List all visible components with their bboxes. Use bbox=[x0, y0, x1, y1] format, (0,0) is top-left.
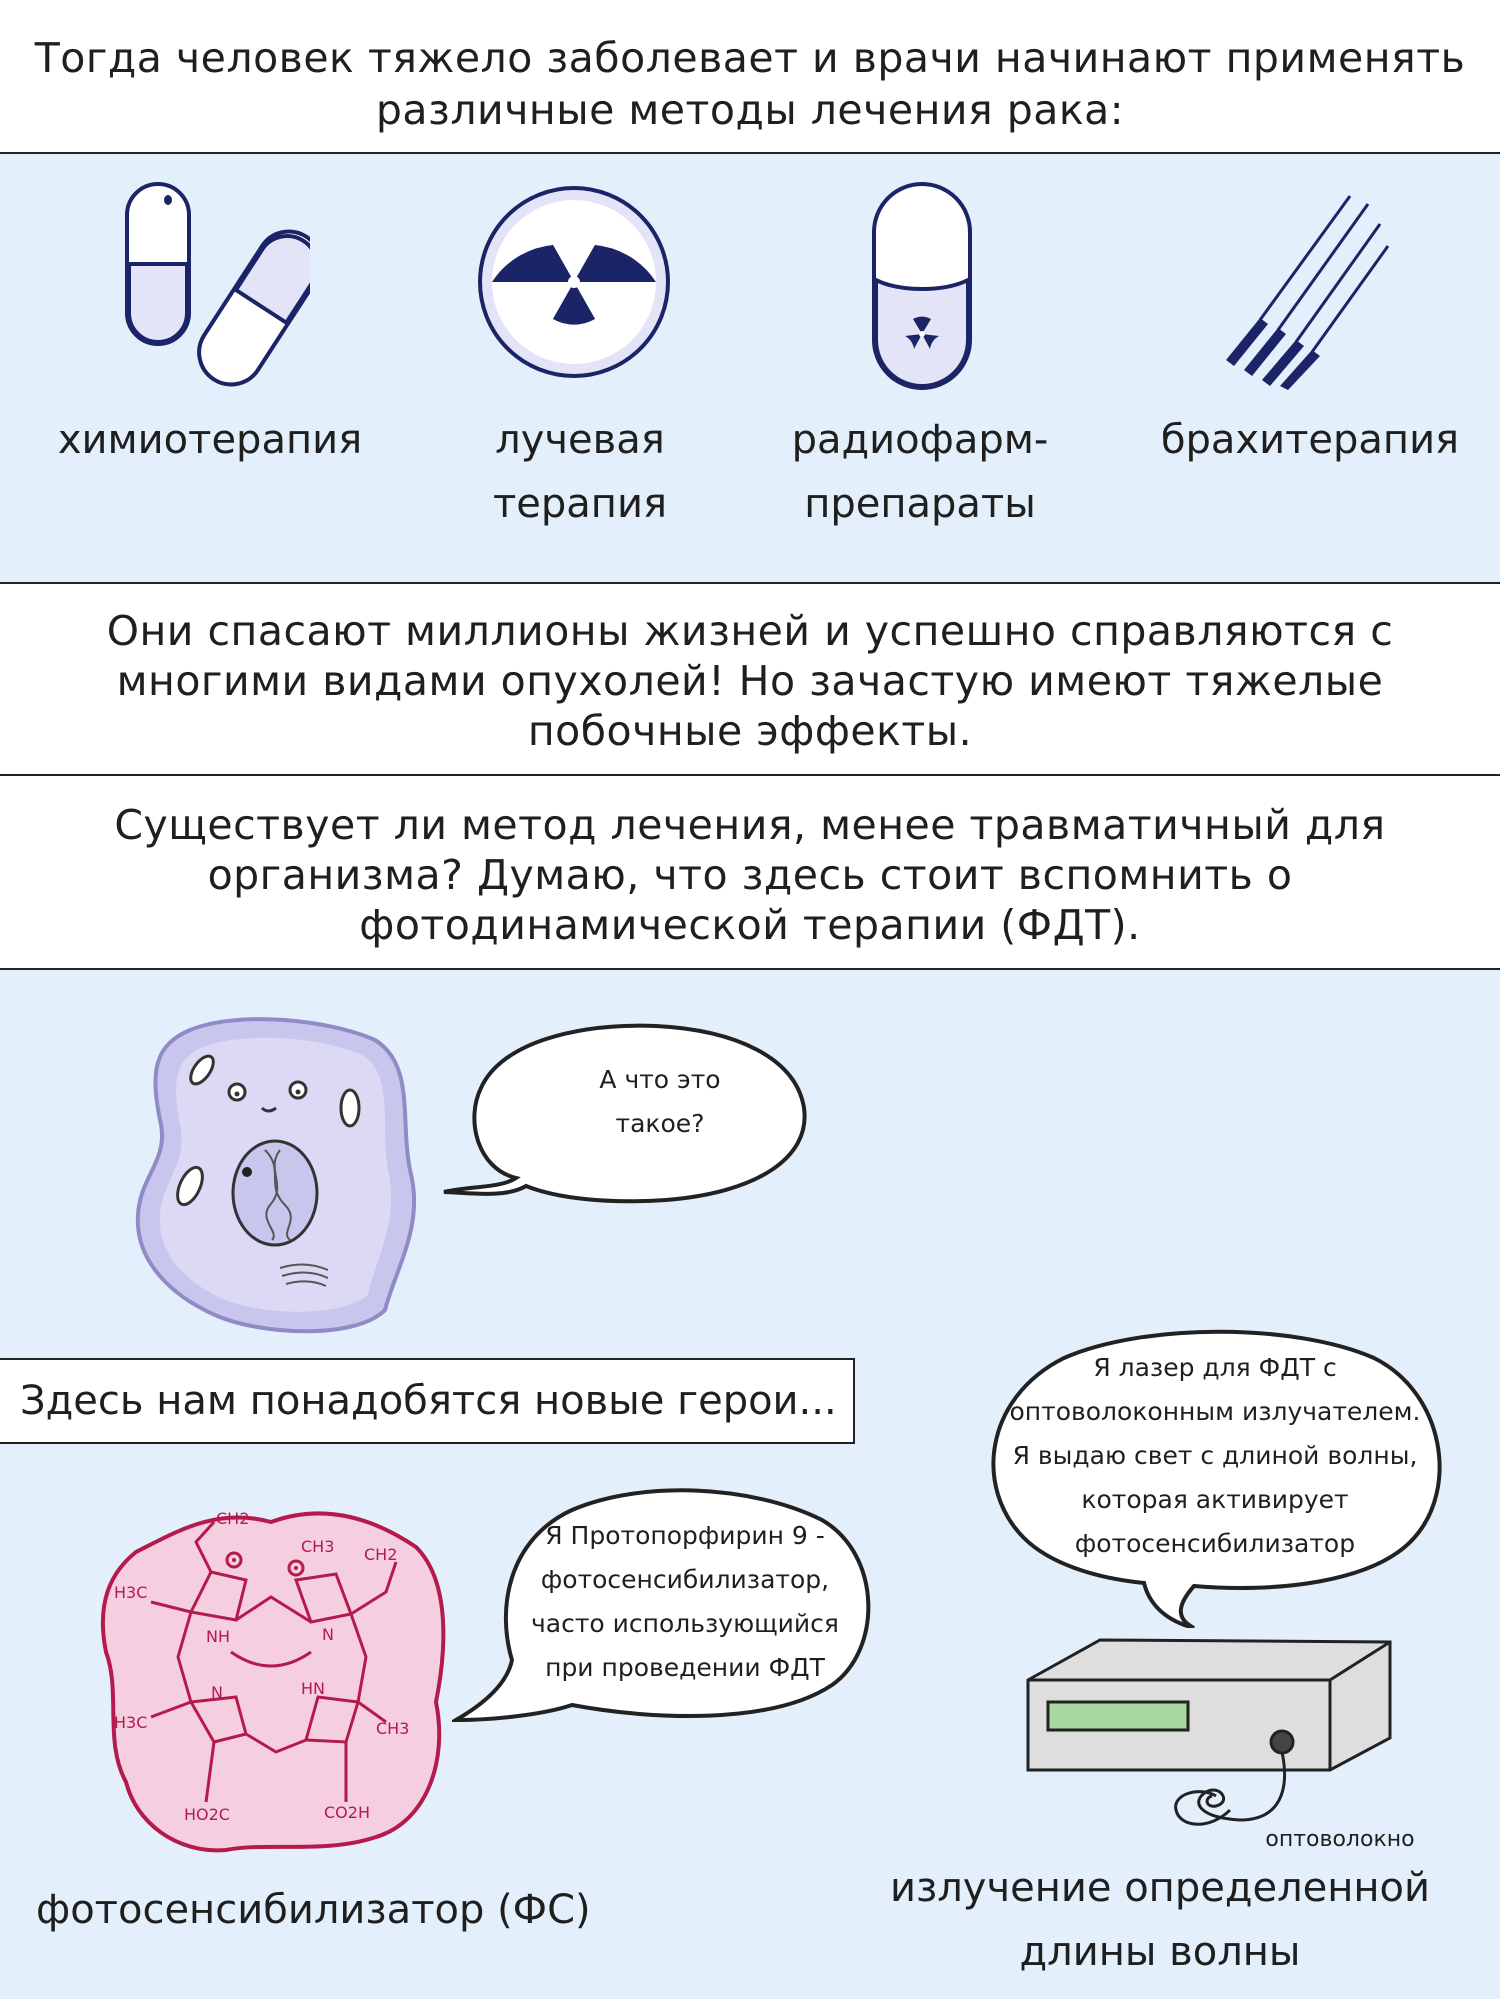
method-label-chemotherapy bbox=[40, 408, 380, 472]
paragraph1-text bbox=[0, 606, 1500, 756]
heroes-text: Здесь нам понадобятся новые герои... bbox=[20, 1378, 837, 1424]
ps-caption: фотосенсибилизатор (ФС) bbox=[36, 1887, 591, 1933]
protoporphyrin-molecule-icon bbox=[96, 1502, 456, 1854]
method-label-line: брахитерапия bbox=[1160, 417, 1460, 463]
molecule-label: CH3 bbox=[376, 1719, 410, 1738]
method-label-line: лучевая bbox=[495, 417, 665, 463]
laser-speech-text bbox=[980, 1346, 1450, 1566]
speech-line: такое? bbox=[615, 1109, 705, 1138]
radiopharm-capsule-icon bbox=[870, 180, 974, 392]
method-label-line: химиотерапия bbox=[57, 417, 363, 463]
paragraph2-line: организма? Думаю, что здесь стоит вспомнить о bbox=[207, 851, 1293, 899]
paragraph2-line: Существует ли метод лечения, менее травматичный для bbox=[114, 801, 1386, 849]
molecule-label: HO2C bbox=[184, 1805, 230, 1824]
pills-icon bbox=[120, 178, 310, 388]
method-label-radiation bbox=[420, 408, 740, 536]
method-label-brachytherapy bbox=[1150, 408, 1470, 472]
cell-character-icon bbox=[130, 1010, 420, 1340]
paragraph1-line: Они спасают миллионы жизней и успешно справляются с bbox=[106, 607, 1394, 655]
paragraph2-text bbox=[0, 800, 1500, 950]
method-label-radiopharm bbox=[760, 408, 1080, 536]
method-label-line: препараты bbox=[804, 481, 1036, 527]
molecule-label: H3C bbox=[114, 1583, 148, 1602]
intro-line: Тогда человек тяжело заболевает и врачи начинают применять bbox=[34, 34, 1466, 82]
speech-line: часто использующийся bbox=[531, 1609, 839, 1638]
molecule-label: N bbox=[211, 1683, 223, 1702]
molecule-label: NH bbox=[206, 1627, 230, 1646]
molecule-label: CH2 bbox=[216, 1509, 250, 1528]
brachytherapy-needles-icon bbox=[1220, 190, 1390, 390]
molecule-label: CH3 bbox=[301, 1537, 335, 1556]
molecule-label: N bbox=[322, 1625, 334, 1644]
paragraph1-line: побочные эффекты. bbox=[527, 707, 973, 755]
laser-caption bbox=[860, 1856, 1460, 1984]
speech-line: фотосенсибилизатор, bbox=[540, 1565, 830, 1594]
speech-line: А что это bbox=[599, 1065, 721, 1094]
caption-line: длины волны bbox=[1019, 1929, 1301, 1975]
speech-line: при проведении ФДТ bbox=[545, 1653, 825, 1682]
molecule-label: HN bbox=[301, 1679, 325, 1698]
molecule-label: H3C bbox=[114, 1713, 148, 1732]
paragraph1-line: многими видами опухолей! Но зачастую имеют тяжелые bbox=[116, 657, 1384, 705]
method-label-line: терапия bbox=[492, 481, 668, 527]
cell-speech-text bbox=[540, 1058, 780, 1146]
speech-line: Я Протопорфирин 9 - bbox=[545, 1521, 825, 1550]
intro-line: различные методы лечения рака: bbox=[375, 86, 1125, 134]
molecule-label: CO2H bbox=[324, 1803, 370, 1822]
speech-line: которая активирует bbox=[1081, 1485, 1349, 1514]
intro-text bbox=[0, 32, 1500, 136]
speech-line: Я выдаю свет с длиной волны, bbox=[1012, 1441, 1418, 1470]
speech-line: Я лазер для ФДТ с bbox=[1093, 1353, 1337, 1382]
method-label-line: радиофарм- bbox=[791, 417, 1049, 463]
fiber-label: оптоволокно bbox=[1265, 1827, 1415, 1852]
paragraph2-line: фотодинамической терапии (ФДТ). bbox=[359, 901, 1141, 949]
caption-line: излучение определенной bbox=[889, 1865, 1431, 1911]
laser-device-icon bbox=[1020, 1630, 1400, 1840]
speech-line: фотосенсибилизатор bbox=[1074, 1529, 1356, 1558]
molecule-label: CH2 bbox=[364, 1545, 398, 1564]
speech-line: оптоволоконным излучателем. bbox=[1009, 1397, 1421, 1426]
radiation-icon bbox=[476, 184, 672, 380]
ps-speech-text bbox=[520, 1514, 850, 1690]
